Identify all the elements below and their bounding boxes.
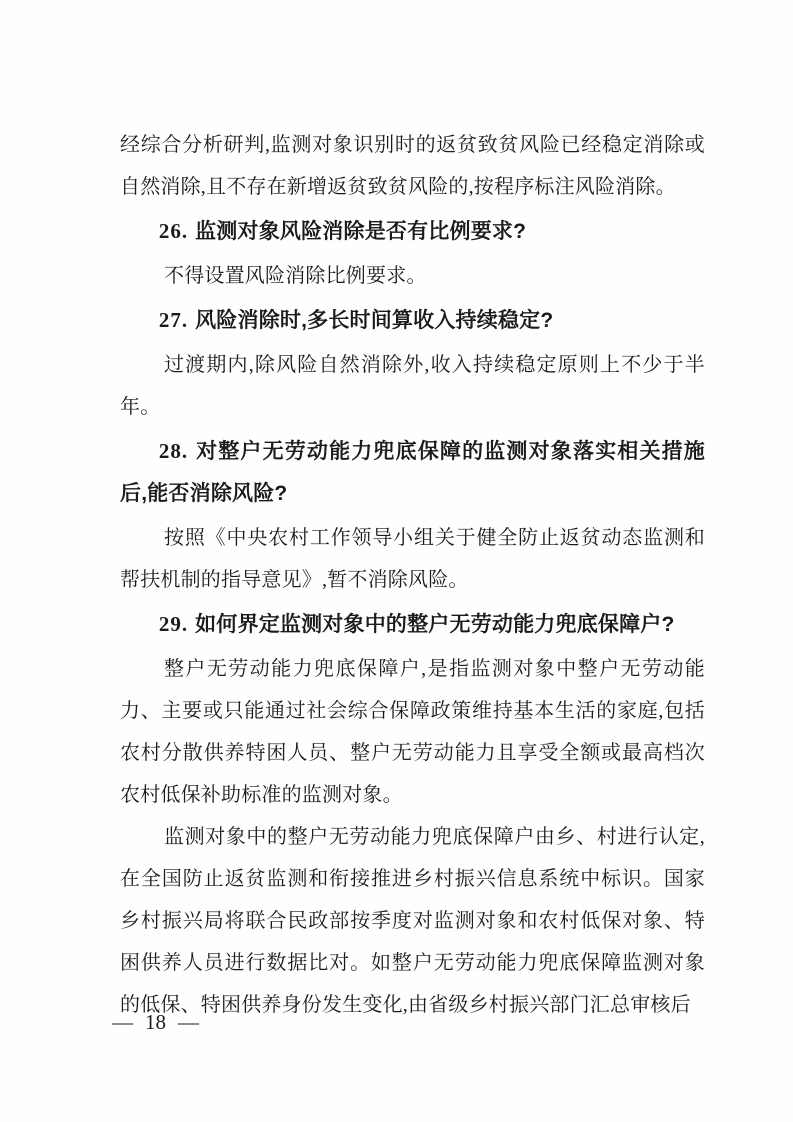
- paragraph-continuation: 经综合分析研判,监测对象识别时的返贫致贫风险已经稳定消除或自然消除,且不存在新增返贫致贫风险的,按程序标注风险消除。: [120, 134, 705, 198]
- question-27-number: 27.: [158, 308, 189, 332]
- answer-29-definition: 整户无劳动能力兜底保障户,是指监测对象中整户无劳动能力、主要或只能通过社会综合保障政策维持基本生活的家庭,包括农村分散供养特困人员、整户无劳动能力且享受全额或最高档次农村低保补助标准的监测对象。: [120, 658, 705, 806]
- question-26: [120, 210, 705, 253]
- answer-26: 不得设置风险消除比例要求。: [164, 265, 427, 287]
- page-number: 18: [145, 1010, 166, 1034]
- question-29-number: 29.: [158, 612, 189, 636]
- question-27-text: 风险消除时,多长时间算收入持续稳定?: [195, 309, 554, 332]
- question-28-number: 28.: [158, 439, 189, 463]
- question-29-text: 如何界定监测对象中的整户无劳动能力兜底保障户?: [195, 613, 675, 636]
- footer-dash-right: —: [178, 1010, 199, 1034]
- answer-28: 按照《中央农村工作领导小组关于健全防止返贫动态监测和帮扶机制的指导意见》,暂不消除风险。: [120, 527, 705, 591]
- page-footer: [112, 1004, 199, 1040]
- question-27: [120, 299, 705, 342]
- answer-27: 过渡期内,除风险自然消除外,收入持续稳定原则上不少于半年。: [120, 354, 705, 418]
- footer-dash-left: —: [112, 1010, 133, 1034]
- question-26-number: 26.: [158, 219, 189, 243]
- question-28: [120, 430, 705, 515]
- answer-29-procedure: 监测对象中的整户无劳动能力兜底保障户由乡、村进行认定,在全国防止返贫监测和衔接推进乡村振兴信息系统中标识。国家乡村振兴局将联合民政部按季度对监测对象和农村低保对象、特困供养人员进行数据比对。如整户无劳动能力兜底保障监测对象的低保、特困供养身份发生变化,由省级乡村振兴部门汇总审核后: [120, 826, 705, 1016]
- question-29: [120, 603, 705, 646]
- question-26-text: 监测对象风险消除是否有比例要求?: [195, 220, 527, 243]
- page-content: [120, 124, 705, 1026]
- question-28-text: 对整户无劳动能力兜底保障的监测对象落实相关措施后,能否消除风险?: [120, 440, 705, 505]
